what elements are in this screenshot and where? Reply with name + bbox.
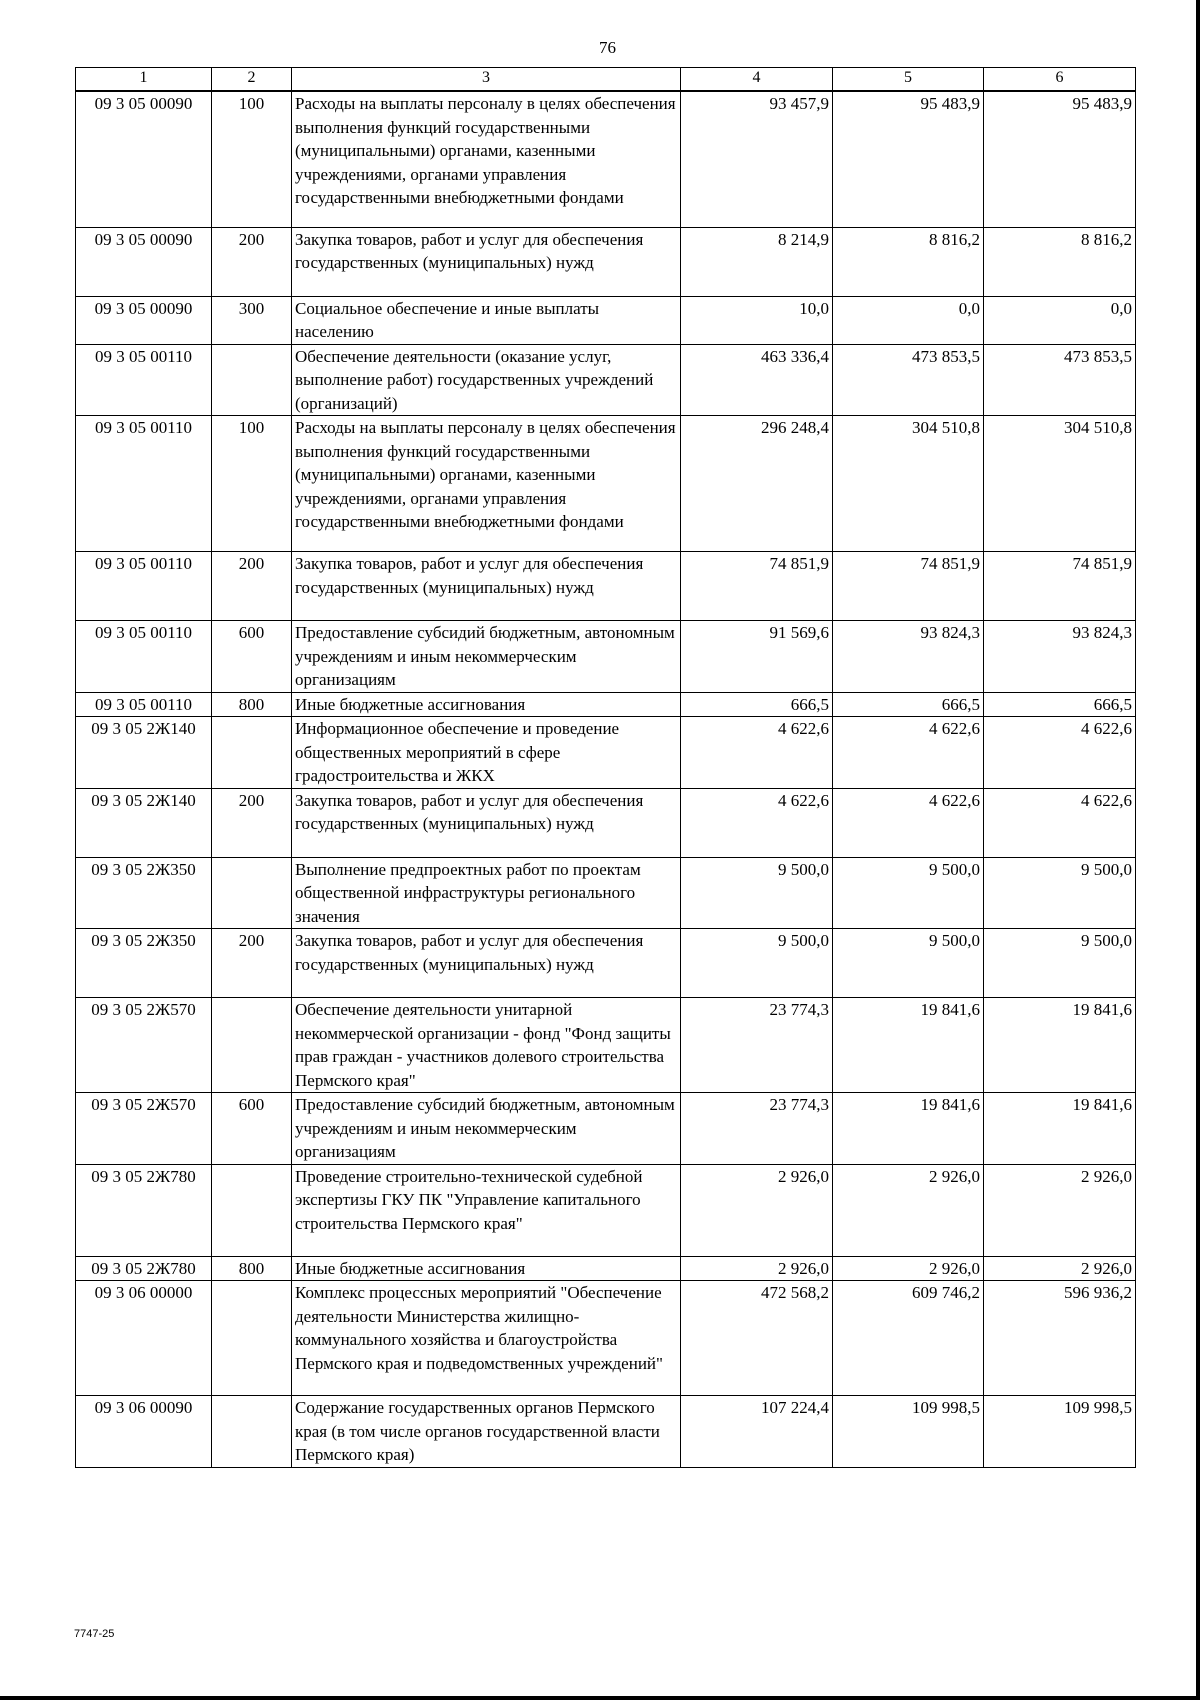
amount-col4-cell: 107 224,4 <box>681 1396 833 1468</box>
table-row <box>76 416 1136 552</box>
table-row <box>76 1396 1136 1468</box>
table-row <box>76 344 1136 416</box>
amount-col6-cell: 304 510,8 <box>984 416 1136 552</box>
amount-col5-cell: 9 500,0 <box>833 857 984 929</box>
amount-col5-cell: 9 500,0 <box>833 929 984 998</box>
amount-col6-cell: 95 483,9 <box>984 91 1136 227</box>
table-row <box>76 91 1136 227</box>
table-row <box>76 857 1136 929</box>
amount-col5-cell: 74 851,9 <box>833 552 984 621</box>
column-header-6: 6 <box>984 68 1136 92</box>
budget-code-cell: 09 3 05 2Ж780 <box>76 1164 212 1256</box>
table-row <box>76 717 1136 789</box>
budget-code-cell: 09 3 05 2Ж350 <box>76 857 212 929</box>
table-row <box>76 1164 1136 1256</box>
amount-col6-cell: 19 841,6 <box>984 1093 1136 1165</box>
item-name-cell: Социальное обеспечение и иные выплаты населению <box>292 296 681 344</box>
expense-type-cell <box>212 1281 292 1396</box>
amount-col4-cell: 4 622,6 <box>681 788 833 857</box>
amount-col4-cell: 93 457,9 <box>681 91 833 227</box>
item-name-cell: Закупка товаров, работ и услуг для обеспечения государственных (муниципальных) нужд <box>292 227 681 296</box>
amount-col6-cell: 9 500,0 <box>984 857 1136 929</box>
table-row <box>76 296 1136 344</box>
budget-code-cell: 09 3 05 00090 <box>76 91 212 227</box>
column-header-4: 4 <box>681 68 833 92</box>
table-row <box>76 692 1136 717</box>
item-name-cell: Предоставление субсидий бюджетным, автономным учреждениям и иным некоммерческим организациям <box>292 1093 681 1165</box>
expense-type-cell: 600 <box>212 621 292 693</box>
budget-code-cell: 09 3 05 2Ж570 <box>76 1093 212 1165</box>
budget-code-cell: 09 3 05 2Ж140 <box>76 788 212 857</box>
table-row <box>76 227 1136 296</box>
budget-code-cell: 09 3 05 00090 <box>76 227 212 296</box>
amount-col6-cell: 2 926,0 <box>984 1164 1136 1256</box>
item-name-cell: Комплекс процессных мероприятий "Обеспечение деятельности Министерства жилищно-коммунального хозяйства и благоустройства Пермского края и подведомственных учреждений" <box>292 1281 681 1396</box>
amount-col5-cell: 93 824,3 <box>833 621 984 693</box>
table-body <box>76 91 1136 1467</box>
budget-code-cell: 09 3 05 2Ж780 <box>76 1256 212 1281</box>
expense-type-cell <box>212 998 292 1093</box>
amount-col6-cell: 93 824,3 <box>984 621 1136 693</box>
budget-code-cell: 09 3 05 2Ж140 <box>76 717 212 789</box>
item-name-cell: Выполнение предпроектных работ по проектам общественной инфраструктуры регионального значения <box>292 857 681 929</box>
amount-col6-cell: 9 500,0 <box>984 929 1136 998</box>
budget-code-cell: 09 3 05 00110 <box>76 621 212 693</box>
table-row <box>76 1256 1136 1281</box>
expense-type-cell <box>212 344 292 416</box>
amount-col4-cell: 2 926,0 <box>681 1256 833 1281</box>
amount-col6-cell: 8 816,2 <box>984 227 1136 296</box>
amount-col5-cell: 0,0 <box>833 296 984 344</box>
amount-col4-cell: 463 336,4 <box>681 344 833 416</box>
column-header-5: 5 <box>833 68 984 92</box>
amount-col4-cell: 10,0 <box>681 296 833 344</box>
budget-code-cell: 09 3 05 00110 <box>76 692 212 717</box>
item-name-cell: Предоставление субсидий бюджетным, автономным учреждениям и иным некоммерческим организациям <box>292 621 681 693</box>
table-row <box>76 1093 1136 1165</box>
table-row <box>76 552 1136 621</box>
table-row <box>76 621 1136 693</box>
amount-col4-cell: 472 568,2 <box>681 1281 833 1396</box>
expense-type-cell: 200 <box>212 929 292 998</box>
amount-col6-cell: 596 936,2 <box>984 1281 1136 1396</box>
amount-col5-cell: 304 510,8 <box>833 416 984 552</box>
expense-type-cell: 200 <box>212 788 292 857</box>
amount-col5-cell: 95 483,9 <box>833 91 984 227</box>
budget-code-cell: 09 3 05 2Ж570 <box>76 998 212 1093</box>
column-header-3: 3 <box>292 68 681 92</box>
item-name-cell: Проведение строительно-технической судебной экспертизы ГКУ ПК "Управление капитального строительства Пермского края" <box>292 1164 681 1256</box>
amount-col4-cell: 74 851,9 <box>681 552 833 621</box>
expense-type-cell: 200 <box>212 227 292 296</box>
budget-code-cell: 09 3 05 00110 <box>76 416 212 552</box>
amount-col4-cell: 91 569,6 <box>681 621 833 693</box>
amount-col4-cell: 2 926,0 <box>681 1164 833 1256</box>
scan-border-bottom <box>0 1696 1200 1700</box>
document-code: 7747-25 <box>74 1628 115 1640</box>
amount-col4-cell: 23 774,3 <box>681 1093 833 1165</box>
amount-col6-cell: 4 622,6 <box>984 717 1136 789</box>
item-name-cell: Расходы на выплаты персоналу в целях обеспечения выполнения функций государственными (муниципальными) органами, казенными учреждениями, органами управления государственными внебюджетными фондами <box>292 416 681 552</box>
expense-type-cell <box>212 1396 292 1468</box>
amount-col5-cell: 19 841,6 <box>833 998 984 1093</box>
item-name-cell: Закупка товаров, работ и услуг для обеспечения государственных (муниципальных) нужд <box>292 552 681 621</box>
column-header-2: 2 <box>212 68 292 92</box>
item-name-cell: Расходы на выплаты персоналу в целях обеспечения выполнения функций государственными (муниципальными) органами, казенными учреждениями, органами управления государственными внебюджетными фондами <box>292 91 681 227</box>
amount-col5-cell: 19 841,6 <box>833 1093 984 1165</box>
budget-code-cell: 09 3 06 00090 <box>76 1396 212 1468</box>
budget-code-cell: 09 3 05 00090 <box>76 296 212 344</box>
amount-col5-cell: 2 926,0 <box>833 1164 984 1256</box>
amount-col4-cell: 4 622,6 <box>681 717 833 789</box>
item-name-cell: Иные бюджетные ассигнования <box>292 1256 681 1281</box>
amount-col4-cell: 23 774,3 <box>681 998 833 1093</box>
amount-col6-cell: 19 841,6 <box>984 998 1136 1093</box>
table-row <box>76 1281 1136 1396</box>
item-name-cell: Закупка товаров, работ и услуг для обеспечения государственных (муниципальных) нужд <box>292 788 681 857</box>
amount-col5-cell: 609 746,2 <box>833 1281 984 1396</box>
scan-border-right <box>1196 0 1200 1700</box>
budget-code-cell: 09 3 06 00000 <box>76 1281 212 1396</box>
amount-col6-cell: 74 851,9 <box>984 552 1136 621</box>
amount-col6-cell: 666,5 <box>984 692 1136 717</box>
amount-col5-cell: 8 816,2 <box>833 227 984 296</box>
table-header-row <box>76 68 1136 92</box>
amount-col5-cell: 4 622,6 <box>833 717 984 789</box>
amount-col6-cell: 4 622,6 <box>984 788 1136 857</box>
page-number: 76 <box>599 38 616 57</box>
item-name-cell: Информационное обеспечение и проведение общественных мероприятий в сфере градостроительства и ЖКХ <box>292 717 681 789</box>
budget-code-cell: 09 3 05 2Ж350 <box>76 929 212 998</box>
amount-col5-cell: 666,5 <box>833 692 984 717</box>
table-row <box>76 788 1136 857</box>
amount-col5-cell: 4 622,6 <box>833 788 984 857</box>
amount-col4-cell: 9 500,0 <box>681 857 833 929</box>
amount-col6-cell: 2 926,0 <box>984 1256 1136 1281</box>
item-name-cell: Иные бюджетные ассигнования <box>292 692 681 717</box>
amount-col5-cell: 473 853,5 <box>833 344 984 416</box>
expense-type-cell: 100 <box>212 91 292 227</box>
amount-col4-cell: 8 214,9 <box>681 227 833 296</box>
amount-col6-cell: 0,0 <box>984 296 1136 344</box>
item-name-cell: Закупка товаров, работ и услуг для обеспечения государственных (муниципальных) нужд <box>292 929 681 998</box>
expense-type-cell <box>212 857 292 929</box>
expense-type-cell: 600 <box>212 1093 292 1165</box>
expense-type-cell: 800 <box>212 1256 292 1281</box>
item-name-cell: Обеспечение деятельности унитарной некоммерческой организации - фонд "Фонд защиты прав граждан - участников долевого строительства Пермского края" <box>292 998 681 1093</box>
amount-col4-cell: 296 248,4 <box>681 416 833 552</box>
budget-code-cell: 09 3 05 00110 <box>76 344 212 416</box>
expense-type-cell: 200 <box>212 552 292 621</box>
amount-col4-cell: 666,5 <box>681 692 833 717</box>
amount-col5-cell: 2 926,0 <box>833 1256 984 1281</box>
amount-col6-cell: 109 998,5 <box>984 1396 1136 1468</box>
item-name-cell: Обеспечение деятельности (оказание услуг, выполнение работ) государственных учреждений (организаций) <box>292 344 681 416</box>
expense-type-cell: 300 <box>212 296 292 344</box>
budget-table <box>75 67 1136 1468</box>
amount-col4-cell: 9 500,0 <box>681 929 833 998</box>
expense-type-cell: 800 <box>212 692 292 717</box>
table-row <box>76 929 1136 998</box>
expense-type-cell <box>212 1164 292 1256</box>
expense-type-cell <box>212 717 292 789</box>
amount-col5-cell: 109 998,5 <box>833 1396 984 1468</box>
budget-code-cell: 09 3 05 00110 <box>76 552 212 621</box>
amount-col6-cell: 473 853,5 <box>984 344 1136 416</box>
item-name-cell: Содержание государственных органов Пермского края (в том числе органов государственной власти Пермского края) <box>292 1396 681 1468</box>
column-header-1: 1 <box>76 68 212 92</box>
table-row <box>76 998 1136 1093</box>
expense-type-cell: 100 <box>212 416 292 552</box>
